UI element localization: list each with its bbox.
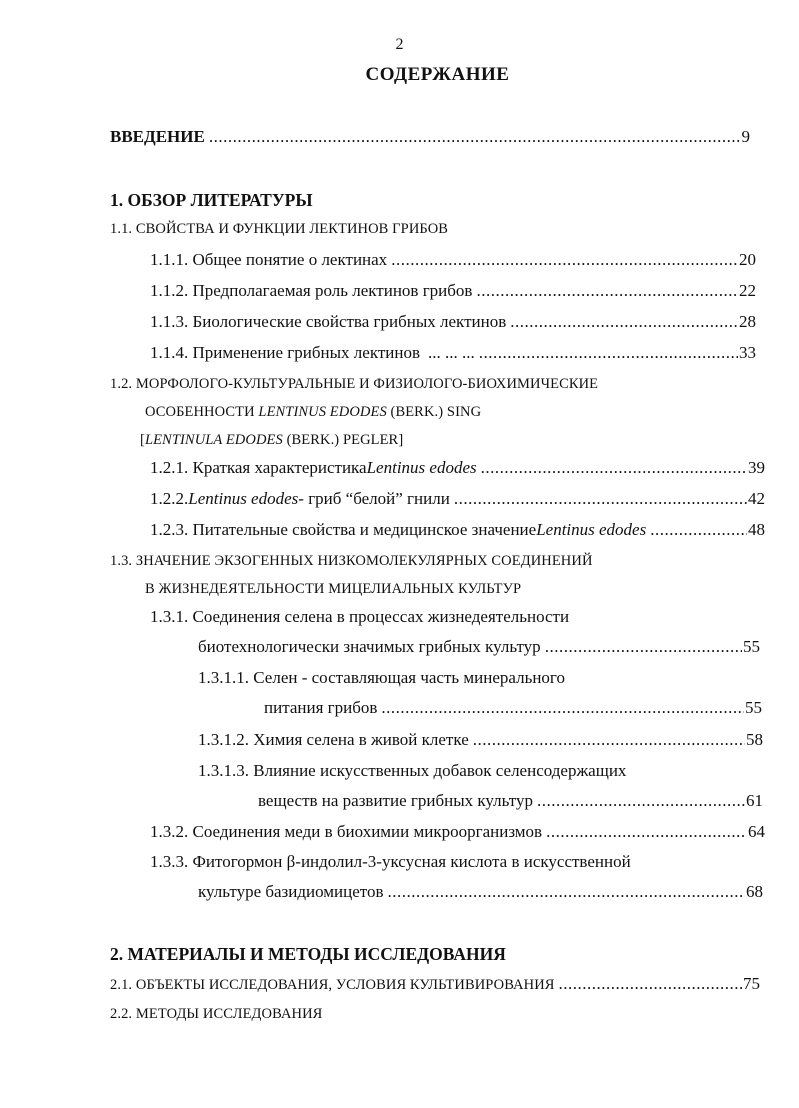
toc-page: 20 <box>739 250 756 269</box>
toc-label: ВВЕДЕНИЕ <box>110 127 205 146</box>
leader-dots <box>388 879 745 905</box>
toc-entry-1-3-3-line1: 1.3.3. Фитогормон β-индолил-3-уксусная кислота в искусственной <box>150 852 631 871</box>
text-part: [ <box>140 432 145 448</box>
toc-entry-1-3-1-line1: 1.3.1. Соединения селена в процессах жизнедеятельности <box>150 607 570 626</box>
toc-entry-1-3-1-1 <box>264 695 762 721</box>
section-1-2-line3 <box>140 427 403 453</box>
toc-label: 2.1. ОБЪЕКТЫ ИССЛЕДОВАНИЯ, УСЛОВИЯ КУЛЬТИВИРОВАНИЯ <box>110 977 555 993</box>
page-title: СОДЕРЖАНИЕ <box>365 64 510 85</box>
section-2-2: 2.2. МЕТОДЫ ИССЛЕДОВАНИЯ <box>110 1006 323 1022</box>
toc-label-rest: - гриб “белой” гнили <box>298 489 450 508</box>
toc-page: 22 <box>739 281 756 300</box>
toc-label: 1.1.4. Применение грибных лектинов <box>150 343 421 362</box>
toc-label: 1.2.2. <box>150 489 189 508</box>
chapter-1-heading: 1. ОБЗОР ЛИТЕРАТУРЫ <box>110 190 313 210</box>
section-1-1: 1.1. СВОЙСТВА И ФУНКЦИИ ЛЕКТИНОВ ГРИБОВ <box>110 221 449 237</box>
leader-dots <box>546 819 747 845</box>
toc-label: 1.2.3. Питательные свойства и медицинское значение <box>150 520 537 539</box>
toc-entry-1-3-3 <box>198 879 763 905</box>
leader-dots <box>481 455 747 481</box>
toc-label: 1.3.1.2. Химия селена в живой клетке <box>198 730 469 749</box>
toc-page: 48 <box>748 520 765 539</box>
section-1-2-line1: 1.2. МОРФОЛОГО-КУЛЬТУРАЛЬНЫЕ И ФИЗИОЛОГО-БИОХИМИЧЕСКИЕ <box>110 376 599 392</box>
toc-entry-1-3-1-3-line1: 1.3.1.3. Влияние искусственных добавок селенсодержащих <box>198 761 627 780</box>
toc-entry-1-3-1 <box>198 634 760 660</box>
latin-name: Lentinus edodes <box>366 458 477 477</box>
toc-entry-1-1-1 <box>150 247 756 273</box>
toc-label: веществ на развитие грибных культур <box>258 791 533 810</box>
latin-name: Lentinus edodes <box>188 489 299 508</box>
toc-page: 55 <box>745 698 762 717</box>
toc-page: 58 <box>746 730 763 749</box>
toc-entry-1-3-1-1-line1: 1.3.1.1. Селен - составляющая часть минерального <box>198 668 565 687</box>
toc-label: 1.1.2. Предполагаемая роль лектинов грибов <box>150 281 473 300</box>
toc-entry-1-3-2 <box>150 819 765 845</box>
toc-page: 64 <box>748 822 765 841</box>
toc-label: 1.1.1. Общее понятие о лектинах <box>150 250 388 269</box>
toc-entry-1-1-2 <box>150 278 756 304</box>
toc-entry-1-2-1 <box>150 455 765 481</box>
toc-label: биотехнологически значимых грибных культур <box>198 637 541 656</box>
section-1-2-line2 <box>145 399 481 425</box>
leader-dots <box>454 486 747 512</box>
page-number: 2 <box>395 36 404 53</box>
toc-page: 28 <box>739 312 756 331</box>
toc-page: 39 <box>748 458 765 477</box>
text-part: (BERK.) SING <box>386 404 482 420</box>
leader-dots <box>473 727 745 753</box>
toc-page: 68 <box>746 882 763 901</box>
toc-entry-2-1 <box>110 971 760 997</box>
section-1-3-line2: В ЖИЗНЕДЕЯТЕЛЬНОСТИ МИЦЕЛИАЛЬНЫХ КУЛЬТУР <box>145 581 522 597</box>
leader-dots <box>545 634 742 660</box>
chapter-2-heading: 2. МАТЕРИАЛЫ И МЕТОДЫ ИССЛЕДОВАНИЯ <box>110 944 506 964</box>
leader-dots <box>381 695 744 721</box>
leader-dots <box>476 278 738 304</box>
latin-name: LENTINULA EDODES <box>144 432 283 448</box>
toc-label: 1.1.3. Биологические свойства грибных лектинов <box>150 312 507 331</box>
toc-page: 75 <box>743 974 760 993</box>
section-1-3-line1: 1.3. ЗНАЧЕНИЕ ЭКЗОГЕННЫХ НИЗКОМОЛЕКУЛЯРНЫХ СОЕДИНЕНИЙ <box>110 553 593 569</box>
text-part: ОСОБЕННОСТИ <box>145 404 259 420</box>
toc-page: 42 <box>748 489 765 508</box>
toc-label: культуре базидиомицетов <box>198 882 384 901</box>
toc-label: 1.2.1. Краткая характеристика <box>150 458 367 477</box>
toc-entry-1-2-3 <box>150 517 765 543</box>
toc-entry-1-1-4 <box>150 340 756 366</box>
text-part: (BERK.) PEGLER] <box>282 432 404 448</box>
leader-dots <box>391 247 738 273</box>
latin-name: Lentinus edodes <box>536 520 647 539</box>
leader-dots <box>510 309 738 335</box>
toc-page: 33 <box>739 343 756 362</box>
leader-dots <box>479 340 738 366</box>
leader-dots <box>559 971 742 997</box>
toc-entry-1-1-3 <box>150 309 756 335</box>
leader-dots <box>537 788 745 814</box>
leader-dots <box>209 124 741 150</box>
toc-entry-1-2-2 <box>150 486 765 512</box>
leader-dots <box>650 517 747 543</box>
toc-page: 61 <box>746 791 763 810</box>
toc-gap-dots: ... ... ... <box>428 343 475 362</box>
toc-label: 1.3.2. Соединения меди в биохимии микроорганизмов <box>150 822 543 841</box>
toc-entry-1-3-1-3 <box>258 788 763 814</box>
toc-page: 9 <box>741 127 750 146</box>
toc-page: 55 <box>743 637 760 656</box>
latin-name: LENTINUS EDODES <box>258 404 387 420</box>
toc-entry-intro <box>110 124 750 150</box>
toc-label: питания грибов <box>264 698 378 717</box>
toc-entry-1-3-1-2 <box>198 727 763 753</box>
